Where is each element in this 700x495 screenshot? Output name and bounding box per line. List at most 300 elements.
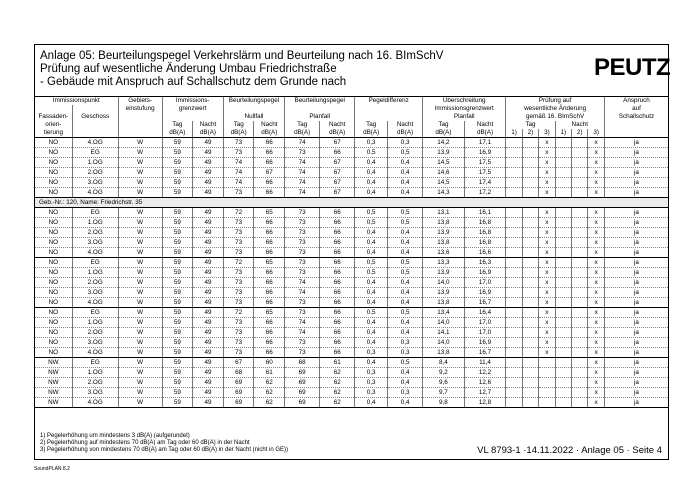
table-cell: 14,5 — [423, 178, 465, 188]
table-cell — [555, 288, 571, 298]
table-cell: 73 — [223, 188, 254, 198]
table-cell: 69 — [285, 368, 320, 378]
table-cell: 59 — [162, 278, 193, 288]
table-cell: 13,8 — [423, 218, 465, 228]
table-cell: W — [118, 368, 162, 378]
table-cell: W — [118, 158, 162, 168]
table-cell: ja — [604, 168, 668, 178]
table-cell: x — [588, 298, 604, 308]
table-cell: 59 — [162, 188, 193, 198]
table-cell: x — [588, 148, 604, 158]
table-cell — [522, 358, 538, 368]
table-cell: 66 — [320, 238, 355, 248]
table-cell: 1.OG — [72, 218, 118, 228]
table-cell: W — [118, 218, 162, 228]
table-cell — [572, 388, 588, 398]
table-cell: NO — [35, 308, 72, 318]
table-cell — [506, 258, 522, 268]
table-cell — [506, 178, 522, 188]
table-cell: x — [588, 348, 604, 358]
table-cell: 69 — [285, 388, 320, 398]
table-cell — [555, 238, 571, 248]
table-cell: 73 — [223, 318, 254, 328]
table-cell: 66 — [254, 248, 285, 258]
table-row — [35, 348, 668, 358]
table-cell — [506, 188, 522, 198]
table-cell: 9,2 — [423, 368, 465, 378]
table-cell — [572, 178, 588, 188]
table-cell — [555, 158, 571, 168]
table-cell — [522, 238, 538, 248]
table-cell — [522, 228, 538, 238]
table-cell: 14,3 — [423, 188, 465, 198]
software-footer: SoundPLAN 8.2 — [34, 466, 70, 472]
table-cell — [555, 138, 571, 148]
table-cell: 16,7 — [464, 348, 506, 358]
th-note-1: 1) — [555, 129, 571, 138]
header-row-4 — [35, 121, 668, 129]
table-cell: x — [539, 268, 555, 278]
table-row — [35, 328, 668, 338]
table-cell: 0,4 — [355, 238, 388, 248]
table-row — [35, 248, 668, 258]
table-cell — [555, 308, 571, 318]
table-cell: 73 — [285, 338, 320, 348]
table-row — [35, 178, 668, 188]
table-cell: 0,4 — [388, 378, 423, 388]
table-cell: 16,9 — [464, 288, 506, 298]
table-cell: ja — [604, 188, 668, 198]
table-cell: 73 — [223, 228, 254, 238]
table-cell: NO — [35, 208, 72, 218]
table-cell: 73 — [285, 218, 320, 228]
table-row — [35, 138, 668, 148]
table-cell: x — [588, 368, 604, 378]
table-cell: ja — [604, 298, 668, 308]
table-cell — [522, 178, 538, 188]
table-cell — [506, 348, 522, 358]
table-cell: 66 — [320, 318, 355, 328]
th-schallschutz: Schallschutz — [604, 113, 668, 121]
table-cell — [522, 138, 538, 148]
table-row — [35, 158, 668, 168]
table-cell: 73 — [285, 258, 320, 268]
table-cell: 66 — [254, 268, 285, 278]
table-cell — [506, 228, 522, 238]
table-cell: 0,4 — [355, 188, 388, 198]
table-row — [35, 228, 668, 238]
table-cell: 0,4 — [388, 318, 423, 328]
table-cell: ja — [604, 218, 668, 228]
table-cell: NO — [35, 228, 72, 238]
table-cell: 0,4 — [388, 248, 423, 258]
table-cell: ja — [604, 328, 668, 338]
table-cell: 0,4 — [355, 158, 388, 168]
table-row — [35, 258, 668, 268]
table-cell — [539, 388, 555, 398]
table-cell: 0,5 — [388, 148, 423, 158]
table-cell: 66 — [320, 268, 355, 278]
table-cell — [555, 358, 571, 368]
table-cell: 73 — [223, 348, 254, 358]
table-cell: NO — [35, 278, 72, 288]
table-cell: x — [539, 178, 555, 188]
table-cell: ja — [604, 308, 668, 318]
footnote: 3) Pegelerhöhung von mindestens 70 dB(A) am Tag oder 60 dB(A) in der Nacht (nicht in GE)) — [40, 447, 289, 453]
table-cell: 3.OG — [72, 388, 118, 398]
table-cell: 0,4 — [355, 338, 388, 348]
table-cell: 12,7 — [464, 388, 506, 398]
table-cell: 0,4 — [388, 228, 423, 238]
table-cell: 13,9 — [423, 228, 465, 238]
table-cell: 14,5 — [423, 158, 465, 168]
table-cell: 3.OG — [72, 238, 118, 248]
peutz-logo — [594, 52, 671, 81]
table-cell: 59 — [162, 348, 193, 358]
table-cell: 49 — [193, 318, 224, 328]
table-cell: 73 — [223, 248, 254, 258]
table-cell — [572, 208, 588, 218]
header-line-3: - Gebäude mit Anspruch auf Schallschutz dem Grunde nach — [40, 76, 347, 88]
table-cell: 17,5 — [464, 158, 506, 168]
table-cell: 73 — [285, 248, 320, 258]
section-row — [35, 198, 668, 208]
table-cell: NO — [35, 298, 72, 308]
table-cell — [555, 258, 571, 268]
table-cell — [572, 138, 588, 148]
table-cell — [506, 208, 522, 218]
table-cell: x — [588, 378, 604, 388]
table-cell: 17,0 — [464, 318, 506, 328]
table-cell: NW — [35, 398, 72, 408]
table-cell — [522, 218, 538, 228]
table-cell — [522, 328, 538, 338]
table-cell: ja — [604, 398, 668, 408]
th-tag: Tag — [506, 121, 555, 129]
table-cell — [572, 148, 588, 158]
th-tag: Tag — [285, 121, 320, 129]
table-cell: 66 — [254, 318, 285, 328]
table-cell: 59 — [162, 398, 193, 408]
table-cell: 3.OG — [72, 288, 118, 298]
table-cell: NO — [35, 148, 72, 158]
table-cell: W — [118, 278, 162, 288]
th-nacht: Nacht — [193, 121, 224, 129]
table-cell: 69 — [223, 388, 254, 398]
table-cell: 13,8 — [423, 298, 465, 308]
header-row-2 — [35, 105, 668, 113]
table-cell: 66 — [254, 218, 285, 228]
table-cell: 0,4 — [355, 328, 388, 338]
table-cell: 67 — [320, 188, 355, 198]
table-row — [35, 208, 668, 218]
table-cell: 49 — [193, 268, 224, 278]
table-row — [35, 388, 668, 398]
table-cell — [506, 358, 522, 368]
table-row — [35, 288, 668, 298]
table-cell: x — [588, 258, 604, 268]
table-cell: 69 — [285, 398, 320, 408]
table-cell: 4.OG — [72, 298, 118, 308]
table-cell — [555, 338, 571, 348]
th-note-3: 3) — [588, 129, 604, 138]
table-cell: 73 — [285, 268, 320, 278]
table-cell: 66 — [254, 188, 285, 198]
table-cell: 66 — [320, 228, 355, 238]
table-cell — [506, 338, 522, 348]
table-cell — [572, 358, 588, 368]
table-cell: 59 — [162, 218, 193, 228]
table-cell: x — [588, 398, 604, 408]
table-cell: x — [539, 328, 555, 338]
table-cell: 62 — [320, 368, 355, 378]
table-cell: 14,0 — [423, 278, 465, 288]
table-cell: 14,6 — [423, 168, 465, 178]
table-cell: 66 — [320, 278, 355, 288]
table-cell — [555, 378, 571, 388]
table-cell: 0,4 — [355, 168, 388, 178]
table-cell: x — [588, 268, 604, 278]
table-cell — [506, 288, 522, 298]
table-cell: NO — [35, 168, 72, 178]
th-note-1: 1) — [506, 129, 522, 138]
table-cell: 49 — [193, 368, 224, 378]
table-cell: 13,8 — [423, 348, 465, 358]
table-cell: x — [539, 208, 555, 218]
table-cell: 0,3 — [355, 138, 388, 148]
table-cell — [555, 178, 571, 188]
table-cell: EG — [72, 258, 118, 268]
table-cell — [522, 338, 538, 348]
th-tierung: tierung — [35, 129, 72, 138]
table-cell — [539, 398, 555, 408]
table-cell: 49 — [193, 188, 224, 198]
table-cell — [555, 348, 571, 358]
table-cell: 72 — [223, 258, 254, 268]
table-cell — [506, 278, 522, 288]
table-cell: 0,4 — [388, 288, 423, 298]
table-cell — [522, 298, 538, 308]
table-cell: 59 — [162, 318, 193, 328]
table-cell: 62 — [254, 378, 285, 388]
table-cell: W — [118, 318, 162, 328]
table-cell: 16,7 — [464, 298, 506, 308]
table-cell — [555, 168, 571, 178]
table-cell: 0,3 — [388, 348, 423, 358]
table-cell: 59 — [162, 178, 193, 188]
table-cell: W — [118, 188, 162, 198]
table-cell — [572, 398, 588, 408]
table-cell: 62 — [254, 398, 285, 408]
table-cell: 49 — [193, 218, 224, 228]
table-cell: 9,6 — [423, 378, 465, 388]
table-cell: 12,8 — [464, 398, 506, 408]
th-unit: dB(A) — [355, 129, 388, 138]
table-row — [35, 298, 668, 308]
th-note-2: 2) — [572, 129, 588, 138]
header-line-1: Anlage 05: Beurteilungspegel Verkehrslärm und Beurteilung nach 16. BImSchV — [40, 50, 444, 62]
table-cell: 0,4 — [355, 178, 388, 188]
logo-text: PEUTZ — [594, 54, 671, 81]
table-cell: ja — [604, 148, 668, 158]
th-nacht: Nacht — [555, 121, 604, 129]
table-cell: 59 — [162, 238, 193, 248]
table-cell: 0,3 — [355, 368, 388, 378]
table-cell: x — [539, 318, 555, 328]
table-cell: W — [118, 298, 162, 308]
table-cell: 59 — [162, 248, 193, 258]
table-cell: NO — [35, 258, 72, 268]
table-row — [35, 338, 668, 348]
table-cell: 1.OG — [72, 268, 118, 278]
table-cell: ja — [604, 318, 668, 328]
table-cell — [506, 378, 522, 388]
table-cell: 13,6 — [423, 248, 465, 258]
table-row — [35, 168, 668, 178]
table-cell: x — [539, 148, 555, 158]
table-cell: x — [588, 308, 604, 318]
table-cell: 69 — [223, 398, 254, 408]
table-row — [35, 278, 668, 288]
table-cell: 62 — [320, 388, 355, 398]
table-cell: 0,5 — [388, 358, 423, 368]
table-cell: 0,3 — [355, 378, 388, 388]
table-cell: 0,3 — [355, 348, 388, 358]
table-cell: 0,4 — [388, 168, 423, 178]
table-cell: 49 — [193, 258, 224, 268]
table-cell: 16,9 — [464, 268, 506, 278]
th-fassaden: Fassaden- — [38, 113, 69, 120]
table-cell: 67 — [320, 168, 355, 178]
table-cell: 65 — [254, 208, 285, 218]
table-cell: 0,4 — [388, 398, 423, 408]
header-row-1 — [35, 97, 668, 105]
table-cell: 4.OG — [72, 138, 118, 148]
document-header — [40, 50, 443, 89]
table-cell: 73 — [285, 308, 320, 318]
table-cell: W — [118, 348, 162, 358]
table-cell: 61 — [320, 358, 355, 368]
table-cell: ja — [604, 248, 668, 258]
table-cell — [555, 328, 571, 338]
table-cell: x — [539, 248, 555, 258]
table-cell: 0,4 — [355, 318, 388, 328]
table-cell — [522, 268, 538, 278]
table-cell: 0,4 — [388, 328, 423, 338]
table-cell: x — [588, 168, 604, 178]
table-cell: NW — [35, 358, 72, 368]
table-cell — [539, 368, 555, 378]
table-cell: 0,4 — [388, 178, 423, 188]
table-cell: 59 — [162, 368, 193, 378]
table-cell: 16,1 — [464, 208, 506, 218]
document-reference: VL 8793-1 ·14.11.2022 · Anlage 05 · Seite 4 — [477, 445, 662, 456]
table-cell — [522, 398, 538, 408]
th-unit: dB(A) — [464, 129, 506, 138]
table-cell — [506, 388, 522, 398]
table-cell: 61 — [254, 368, 285, 378]
table-cell: 62 — [254, 388, 285, 398]
table-cell: 59 — [162, 258, 193, 268]
table-cell: W — [118, 338, 162, 348]
table-cell — [572, 288, 588, 298]
th-nacht: Nacht — [254, 121, 285, 129]
table-cell — [506, 158, 522, 168]
table-body-part-b — [35, 208, 668, 408]
table-cell — [572, 218, 588, 228]
table-cell: 49 — [193, 288, 224, 298]
table-cell: x — [588, 238, 604, 248]
table-cell: 66 — [320, 328, 355, 338]
table-cell: x — [539, 288, 555, 298]
table-cell — [555, 208, 571, 218]
table-cell: 0,4 — [355, 298, 388, 308]
table-cell: 14,1 — [423, 328, 465, 338]
section-label: Geb.-Nr.: 120, Name: Friedrichstr. 35 — [35, 198, 668, 208]
table-cell — [555, 318, 571, 328]
table-cell: x — [539, 338, 555, 348]
th-planfall: Planfall — [285, 113, 355, 121]
th-ueberschreitung: Überschreitung — [423, 97, 506, 105]
table-cell — [555, 148, 571, 158]
section-row-group — [35, 198, 668, 208]
table-cell — [555, 368, 571, 378]
footnote: 2) Pegelerhöhung auf mindestens 70 dB(A) am Tag oder 60 dB(A) in der Nacht — [40, 440, 250, 446]
table-cell: 0,4 — [355, 358, 388, 368]
table-cell: ja — [604, 348, 668, 358]
table-cell: ja — [604, 258, 668, 268]
table-row — [35, 378, 668, 388]
table-cell: 14,0 — [423, 318, 465, 328]
table-cell: W — [118, 308, 162, 318]
table-cell: EG — [72, 358, 118, 368]
table-cell — [572, 308, 588, 318]
table-cell: 3.OG — [72, 178, 118, 188]
table-cell: 0,4 — [388, 278, 423, 288]
table-cell: 0,5 — [355, 218, 388, 228]
table-cell: 59 — [162, 358, 193, 368]
table-cell: 66 — [320, 348, 355, 358]
table-cell: 66 — [254, 228, 285, 238]
table-cell: 49 — [193, 248, 224, 258]
table-cell: NO — [35, 188, 72, 198]
table-cell: 59 — [162, 298, 193, 308]
table-cell: 73 — [285, 238, 320, 248]
table-cell: ja — [604, 288, 668, 298]
table-cell: 13,8 — [423, 238, 465, 248]
th-immissionspunkt: Immissionspunkt — [52, 97, 100, 104]
table-cell — [572, 188, 588, 198]
table-row — [35, 358, 668, 368]
table-cell: 59 — [162, 288, 193, 298]
table-cell: 49 — [193, 358, 224, 368]
table-cell: 73 — [223, 218, 254, 228]
footnote: 1) Pegelerhöhung um mindestens 3 dB(A) (aufgerundet) — [40, 433, 190, 439]
table-cell: ja — [604, 158, 668, 168]
table-cell: 66 — [320, 248, 355, 258]
table-cell — [522, 248, 538, 258]
table-cell: W — [118, 258, 162, 268]
table-cell: W — [118, 288, 162, 298]
table-cell: NW — [35, 368, 72, 378]
table-cell: 13,9 — [423, 268, 465, 278]
table-cell: 66 — [254, 278, 285, 288]
table-cell: 59 — [162, 308, 193, 318]
table-cell: x — [588, 228, 604, 238]
table-cell: x — [588, 178, 604, 188]
table-cell: 60 — [254, 358, 285, 368]
table-cell: 2.OG — [72, 228, 118, 238]
